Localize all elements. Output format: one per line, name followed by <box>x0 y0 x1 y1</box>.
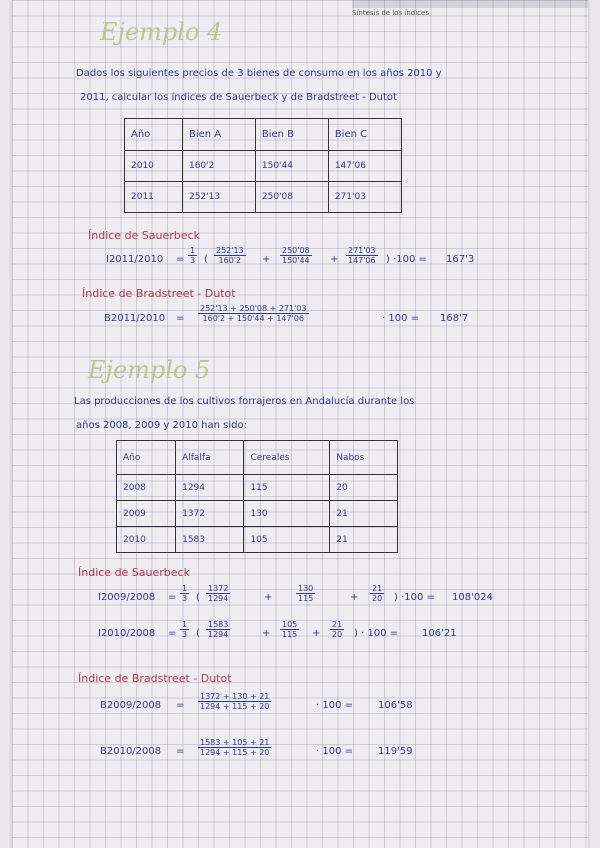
result-value: 167'3 <box>446 254 475 265</box>
table-cell: 2010 <box>125 151 183 182</box>
fraction-numerator: 21 <box>372 584 383 593</box>
fraction-denominator: 1294 <box>208 594 229 603</box>
fraction-denominator: 115 <box>282 630 298 639</box>
table-cell: 105 <box>244 527 330 553</box>
table-cell: 1583 <box>176 527 244 553</box>
result-value: 106'58 <box>378 700 413 711</box>
table-header-cell: Bien C <box>328 119 401 151</box>
table-header-cell: Alfalfa <box>176 441 244 475</box>
fraction-numerator: 130 <box>298 584 314 593</box>
header-fragment: Síntesis de los índices <box>352 9 429 17</box>
table-cell: 2011 <box>125 182 183 213</box>
equals-sign: = <box>176 313 185 324</box>
fraction-numerator: 21 <box>332 620 343 629</box>
table-header-cell: Año <box>117 441 176 475</box>
table-header-cell: Nabos <box>330 441 398 475</box>
ej5-bradstreet-a-label: B2009/2008 <box>100 700 162 711</box>
ejemplo-4-table <box>124 118 402 213</box>
table-cell: 21 <box>330 527 398 553</box>
fraction-sum <box>198 738 271 757</box>
fraction-one-third <box>180 584 189 603</box>
close-paren-times-100: ) · 100 = <box>354 628 399 639</box>
plus-sign: + <box>262 254 271 265</box>
fraction-b <box>280 620 299 639</box>
plus-sign: + <box>350 592 359 603</box>
table-cell: 115 <box>244 475 330 501</box>
plus-sign: + <box>264 592 273 603</box>
table-cell: 1372 <box>176 501 244 527</box>
fraction-denominator: 1294 <box>208 630 229 639</box>
fraction-denominator: 3 <box>190 256 196 265</box>
ej4-sauerbeck-label: I2011/2010 <box>106 254 164 265</box>
fraction-numerator: 252'13 + 250'08 + 271'03 <box>200 304 307 313</box>
ej4-sauerbeck-heading: Índice de Sauerbeck <box>88 229 200 242</box>
table-cell: 160'2 <box>182 151 255 182</box>
ej5-sauerbeck-heading: Índice de Sauerbeck <box>78 566 190 579</box>
equals-sign: = <box>168 628 177 639</box>
table-row <box>117 527 398 553</box>
fraction-numerator: 1583 + 105 + 21 <box>200 738 270 747</box>
fraction-numerator: 105 <box>282 620 298 629</box>
fraction-denominator: 3 <box>182 594 188 603</box>
ejemplo-4-text-line2: 2011, calcular los índices de Sauerbeck y de Bradstreet - Dutot <box>80 92 397 103</box>
table-cell: 150'44 <box>255 151 328 182</box>
fraction-numerator: 1372 + 130 + 21 <box>200 692 270 701</box>
fraction-denominator: 160'2 <box>218 256 242 265</box>
table-row <box>125 182 402 213</box>
result-value: 168'7 <box>440 313 469 324</box>
fraction-a <box>206 584 230 603</box>
table-cell: 271'03 <box>328 182 401 213</box>
ej4-bradstreet-label: B2011/2010 <box>104 313 166 324</box>
table-cell: 1294 <box>176 475 244 501</box>
ej5-bradstreet-heading: Índice de Bradstreet - Dutot <box>78 672 232 685</box>
fraction-c <box>370 584 384 603</box>
fraction-denominator: 147'06 <box>348 256 376 265</box>
equals-sign: = <box>176 746 185 757</box>
fraction-sum <box>198 692 271 711</box>
ejemplo-4-text-line1: Dados los siguientes precios de 3 bienes de consumo en los años 2010 y <box>76 68 442 79</box>
fraction-denominator: 115 <box>298 594 314 603</box>
ej5-sauerbeck-b-label: I2010/2008 <box>98 628 156 639</box>
ejemplo-5-title: Ejemplo 5 <box>88 356 211 384</box>
table-cell: 250'08 <box>255 182 328 213</box>
page-top-fragment <box>352 0 588 17</box>
times-100: · 100 = <box>316 700 354 711</box>
times-100: · 100 = <box>382 313 420 324</box>
open-paren: ( <box>196 628 200 639</box>
table-cell: 147'06 <box>328 151 401 182</box>
table-cell: 130 <box>244 501 330 527</box>
fraction-a <box>214 246 246 265</box>
times-100: · 100 = <box>316 746 354 757</box>
fraction-c <box>330 620 344 639</box>
fraction-numerator: 250'08 <box>282 246 310 255</box>
fraction-denominator: 160'2 + 150'44 + 147'06 <box>202 314 304 323</box>
table-cell: 2009 <box>117 501 176 527</box>
ejemplo-5-table <box>116 440 398 553</box>
table-cell: 21 <box>330 501 398 527</box>
fraction-a <box>206 620 230 639</box>
table-header-cell: Año <box>125 119 183 151</box>
table-header-row <box>117 441 398 475</box>
open-paren: ( <box>204 254 208 265</box>
fraction-b <box>280 246 312 265</box>
fraction-one-third <box>188 246 197 265</box>
fraction-numerator: 252'13 <box>216 246 244 255</box>
table-header-row <box>125 119 402 151</box>
fraction-numerator: 271'03 <box>348 246 376 255</box>
fraction-numerator: 1 <box>182 620 188 629</box>
equals-sign: = <box>168 592 177 603</box>
table-header-cell: Cereales <box>244 441 330 475</box>
fraction-numerator: 1 <box>190 246 196 255</box>
ej5-sauerbeck-a-label: I2009/2008 <box>98 592 156 603</box>
result-value: 106'21 <box>422 628 457 639</box>
open-paren: ( <box>196 592 200 603</box>
table-cell: 2008 <box>117 475 176 501</box>
fraction-denominator: 150'44 <box>282 256 310 265</box>
fraction-numerator: 1 <box>182 584 188 593</box>
notebook-page <box>12 0 588 848</box>
close-paren-times-100: ) ·100 = <box>386 254 427 265</box>
fraction-numerator: 1372 <box>208 584 229 593</box>
table-header-cell: Bien A <box>182 119 255 151</box>
ej5-bradstreet-b-label: B2010/2008 <box>100 746 162 757</box>
table-row <box>117 501 398 527</box>
fraction-numerator: 1583 <box>208 620 229 629</box>
close-paren-times-100: ) ·100 = <box>394 592 435 603</box>
fraction-denominator: 20 <box>372 594 383 603</box>
table-header-cell: Bien B <box>255 119 328 151</box>
table-row <box>117 475 398 501</box>
result-value: 108'024 <box>452 592 493 603</box>
table-cell: 20 <box>330 475 398 501</box>
plus-sign: + <box>262 628 271 639</box>
table-cell: 252'13 <box>182 182 255 213</box>
equals-sign: = <box>176 700 185 711</box>
ejemplo-4-title: Ejemplo 4 <box>100 18 223 46</box>
fraction-denominator: 1294 + 115 + 20 <box>200 702 270 711</box>
fraction-c <box>346 246 378 265</box>
fraction-denominator: 1294 + 115 + 20 <box>200 748 270 757</box>
result-value: 119'59 <box>378 746 413 757</box>
plus-sign: + <box>330 254 339 265</box>
ej4-bradstreet-heading: Índice de Bradstreet - Dutot <box>82 287 236 300</box>
table-cell: 2010 <box>117 527 176 553</box>
fraction-b <box>296 584 315 603</box>
equals-sign: = <box>176 254 185 265</box>
plus-sign: + <box>312 628 321 639</box>
ejemplo-5-text-line1: Las producciones de los cultivos forrajeros en Andalucía durante los <box>74 396 415 407</box>
fraction-denominator: 20 <box>332 630 343 639</box>
fraction-one-third <box>180 620 189 639</box>
ejemplo-5-text-line2: años 2008, 2009 y 2010 han sido: <box>76 420 247 431</box>
fraction-denominator: 3 <box>182 630 188 639</box>
table-row <box>125 151 402 182</box>
fraction-sum <box>198 304 309 323</box>
